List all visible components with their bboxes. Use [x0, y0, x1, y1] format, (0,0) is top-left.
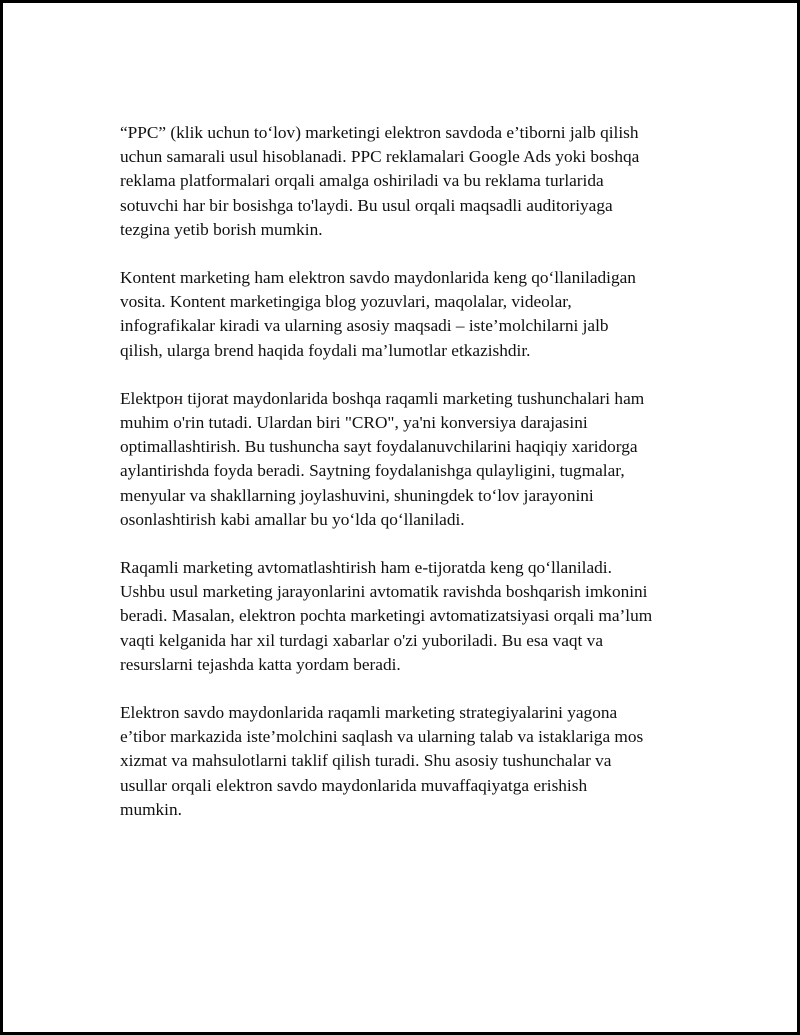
- text-line: tezgina yetib borish mumkin.: [120, 219, 323, 239]
- paragraph-conclusion: [120, 701, 700, 822]
- text-line: osonlashtirish kabi amallar bu yo‘lda qo‘llaniladi.: [120, 509, 465, 529]
- paragraph-cro: [120, 387, 700, 532]
- text-line: menyular va shakllarning joylashuvini, shuningdek to‘lov jarayonini: [120, 485, 594, 505]
- text-line: “PPC” (klik uchun to‘lov) marketingi elektron savdoda e’tiborni jalb qilish: [120, 123, 639, 142]
- paragraph-ppc: [120, 121, 700, 242]
- text-line: uchun samarali usul hisoblanadi. PPC reklamalari Google Ads yoki boshqa: [120, 147, 640, 167]
- text-line: usullar orqali elektron savdo maydonlarida muvaffaqiyatga erishish: [120, 775, 588, 795]
- text-line: sotuvchi har bir bosishga to'laydi. Bu usul orqali maqsadli auditoriyaga: [120, 195, 613, 215]
- text-line: vosita. Kontent marketingiga blog yozuvlari, maqolalar, videolar,: [120, 292, 572, 312]
- text-line: aylantirishda foyda beradi. Saytning foydalanishga qulayligini, tugmalar,: [120, 461, 625, 481]
- text-line: Ushbu usul marketing jarayonlarini avtomatik ravishda boshqarish imkonini: [120, 582, 648, 602]
- text-line: Elektron savdo maydonlarida raqamli marketing strategiyalarini yagona: [120, 703, 618, 723]
- text-line: infografikalar kiradi va ularning asosiy maqsadi – iste’molchilarni jalb: [120, 316, 609, 336]
- text-line: reklama platformalari orqali amalga oshiriladi va bu reklama turlarida: [120, 171, 604, 191]
- text-line: xizmat va mahsulotlarni taklif qilish turadi. Shu asosiy tushunchalar va: [120, 751, 612, 771]
- text-line: Elektpон tijorat maydonlarida boshqa raqamli marketing tushunchalari ham: [120, 388, 645, 408]
- text-line: beradi. Masalan, elektron pochta marketingi avtomatizatsiyasi orqali ma’lum: [120, 606, 653, 626]
- paragraph-content-marketing: [120, 266, 700, 363]
- text-line: vaqti kelganida har xil turdagi xabarlar o'zi yuboriladi. Bu esa vaqt va: [120, 630, 603, 650]
- text-line: Raqamli marketing avtomatlashtirish ham e-tijoratda keng qo‘llaniladi.: [120, 558, 612, 578]
- text-line: resurslarni tejashda katta yordam beradi.: [120, 654, 401, 674]
- text-line: e’tibor markazida iste’molchini saqlash va ularning talab va istaklariga mos: [120, 727, 644, 747]
- document-body: [120, 121, 700, 846]
- text-line: optimallashtirish. Bu tushuncha sayt foydalanuvchilarini haqiqiy xaridorga: [120, 437, 638, 457]
- text-line: qilish, ularga brend haqida foydali ma’lumotlar etkazishdir.: [120, 340, 531, 360]
- text-line: Kontent marketing ham elektron savdo maydonlarida keng qo‘llaniladigan: [120, 268, 636, 288]
- text-line: muhim o'rin tutadi. Ulardan biri "CRO", ya'ni konversiya darajasini: [120, 413, 588, 433]
- text-line: mumkin.: [120, 799, 182, 819]
- paragraph-automation: [120, 556, 700, 677]
